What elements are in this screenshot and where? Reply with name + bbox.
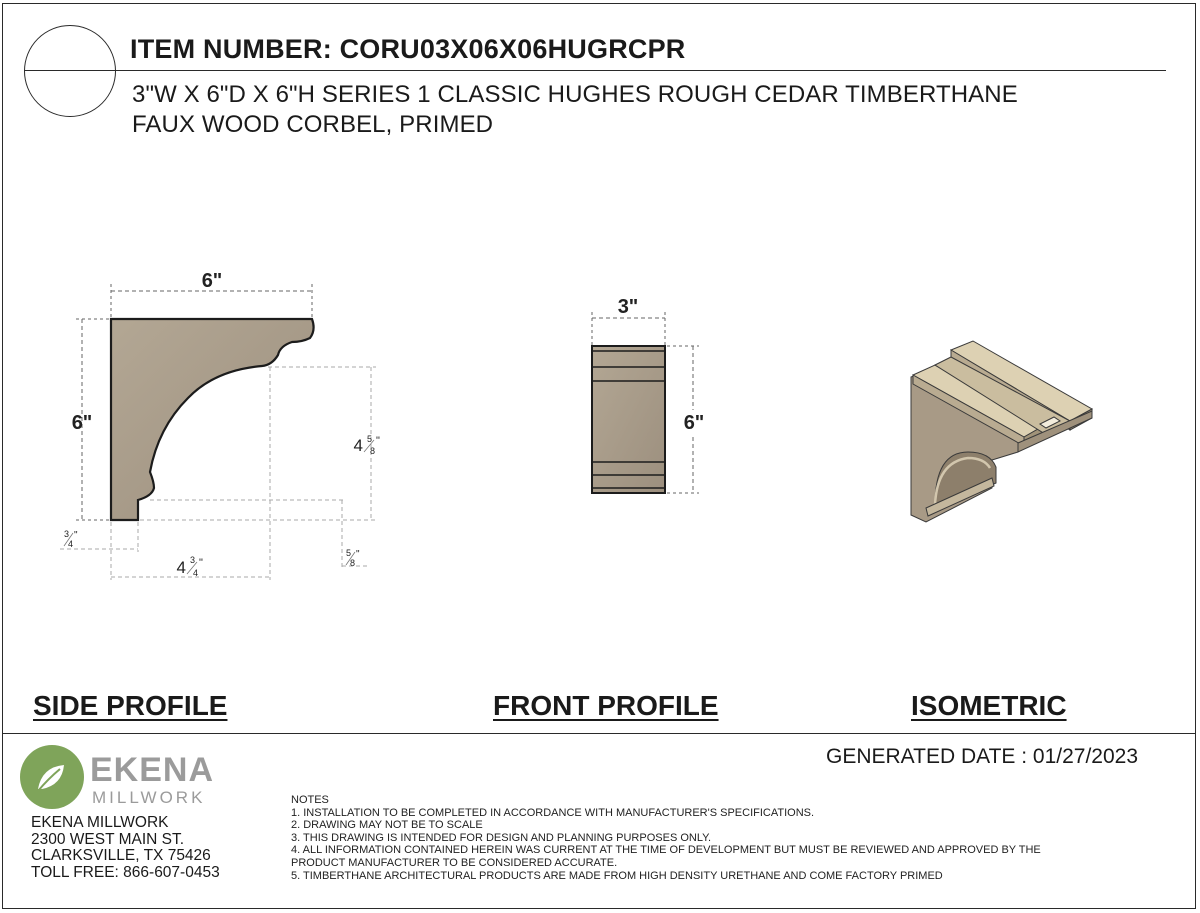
- inner-height-inch: ": [376, 435, 380, 447]
- company-line: 2300 WEST MAIN ST.: [31, 830, 185, 848]
- front-profile-label: FRONT PROFILE: [493, 690, 719, 721]
- item-number: ITEM NUMBER: CORU03X06X06HUGRCPR: [130, 34, 686, 64]
- ekena-logo: [20, 745, 230, 810]
- small-right-num: 5: [346, 548, 352, 558]
- front-width-dim: 3": [617, 296, 639, 318]
- small-left-den: 4: [68, 539, 74, 549]
- company-line: TOLL FREE: 866-607-0453: [31, 863, 220, 881]
- notes-line: NOTES: [291, 794, 329, 806]
- small-left-dim: [64, 529, 78, 549]
- notes-line: 4. ALL INFORMATION CONTAINED HEREIN WAS CURRENT AT THE TIME OF DEVELOPMENT BUT MUST BE REVIEWED AND APPROVED BY THE: [291, 844, 1041, 857]
- notes-line: 5. TIMBERTHANE ARCHITECTURAL PRODUCTS ARE MADE FROM HIGH DENSITY URETHANE AND COME FACTORY PRIMED: [291, 869, 943, 882]
- front-profile-view: [592, 296, 705, 493]
- inner-height-den: 8: [370, 446, 376, 456]
- inner-width-whole: 4: [176, 558, 186, 577]
- side-profile-label: SIDE PROFILE: [33, 690, 228, 721]
- description-line-1: 3"W X 6"D X 6"H SERIES 1 CLASSIC HUGHES ROUGH CEDAR TIMBERTHANE: [132, 81, 1018, 108]
- front-profile-shape: [592, 346, 665, 493]
- small-right-den: 8: [350, 558, 356, 568]
- inner-width-den: 4: [193, 568, 199, 578]
- company-address: [31, 815, 220, 881]
- company-line: CLARKSVILLE, TX 75426: [31, 847, 211, 864]
- small-right-inch: ": [356, 549, 360, 560]
- notes-line: PRODUCT MANUFACTURER TO BE CONSIDERED ACCURATE.: [291, 856, 618, 869]
- notes-line: 2. DRAWING MAY NOT BE TO SCALE: [291, 819, 483, 832]
- small-left-inch: ": [74, 530, 78, 541]
- generated-date: GENERATED DATE : 01/27/2023: [826, 745, 1139, 768]
- side-height-dim: 6": [71, 412, 93, 434]
- inner-width-inch: ": [199, 557, 203, 569]
- footer-divider: [2, 733, 1196, 734]
- description-line-2: FAUX WOOD CORBEL, PRIMED: [132, 111, 494, 138]
- notes-line: 1. INSTALLATION TO BE COMPLETED IN ACCORDANCE WITH MANUFACTURER'S SPECIFICATIONS.: [291, 806, 815, 819]
- small-right-dim: [346, 548, 360, 568]
- inner-height-whole: 4: [353, 436, 363, 455]
- notes-line: 3. THIS DRAWING IS INTENDED FOR DESIGN AND PLANNING PURPOSES ONLY.: [291, 831, 712, 844]
- notes-block: [291, 794, 1041, 882]
- front-height-dim: 6": [683, 412, 705, 434]
- company-line: EKENA MILLWORK: [31, 814, 169, 831]
- isometric-view: [911, 341, 1092, 522]
- small-left-num: 3: [64, 529, 70, 539]
- inner-height-dim: [354, 434, 380, 456]
- logo-sub: MILLWORK: [92, 788, 206, 807]
- logo-word: EKENA: [90, 751, 215, 789]
- side-width-dim: 6": [201, 270, 223, 292]
- isometric-label: ISOMETRIC: [911, 690, 1067, 721]
- inner-width-num: 3: [190, 555, 196, 565]
- side-profile-view: [60, 270, 380, 580]
- side-profile-shape: [111, 319, 314, 520]
- inner-height-num: 5: [367, 434, 373, 444]
- inner-width-dim: [177, 555, 203, 578]
